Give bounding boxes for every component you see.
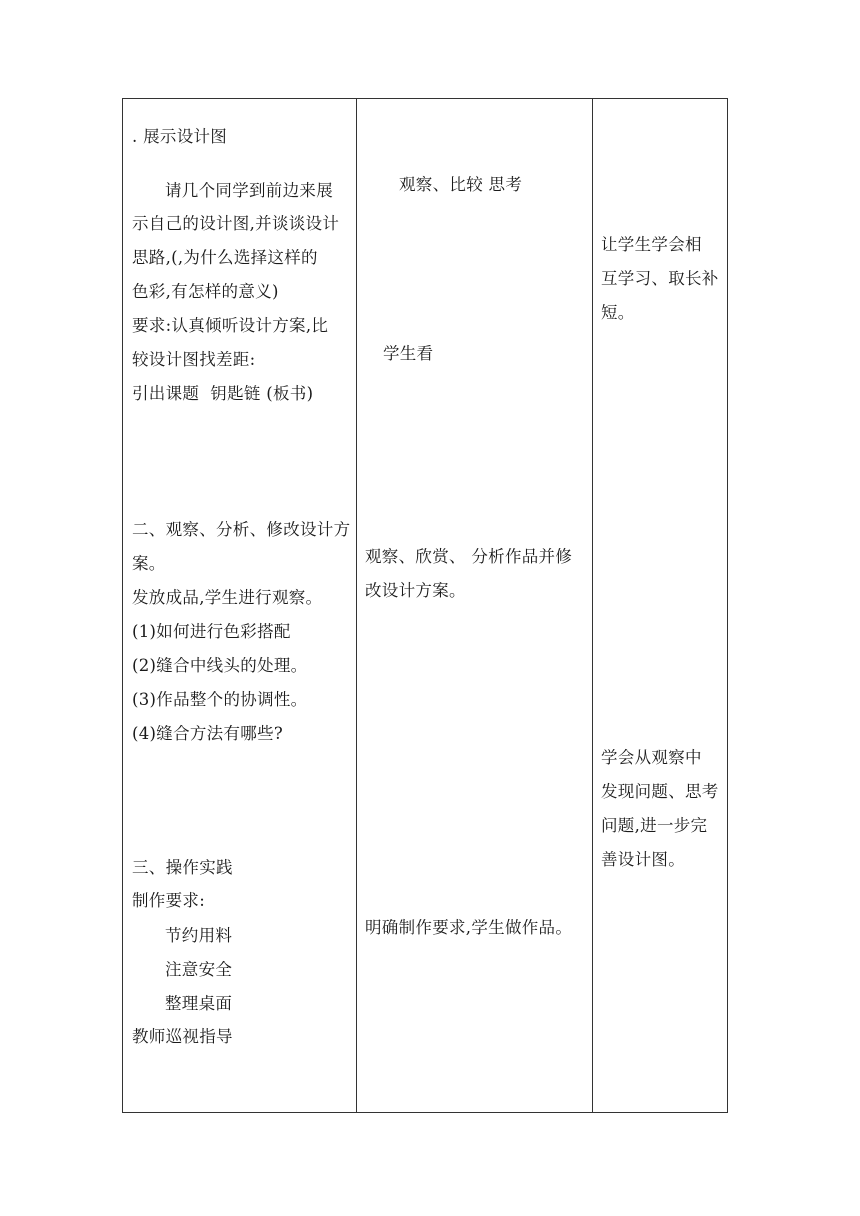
- col2-text: 改设计方案。: [365, 581, 466, 600]
- col1-text: 请几个同学到前边来展: [165, 181, 333, 200]
- list-item: 注意安全: [165, 960, 233, 979]
- col1-text: 引出课题 钥匙链 (板书): [132, 384, 314, 403]
- col1-text: 思路,(,为什么选择这样的: [132, 248, 318, 267]
- col3-text: 学会从观察中: [601, 748, 702, 767]
- col3-text: 问题,进一步完: [601, 816, 708, 835]
- col2-text: 观察、欣赏、 分析作品并修: [365, 547, 573, 566]
- col2-text: 观察、比较 思考: [399, 175, 523, 194]
- col3-text: 善设计图。: [601, 850, 685, 869]
- col1-text: 色彩,有怎样的意义): [132, 282, 279, 301]
- col2-text: 明确制作要求,学生做作品。: [365, 918, 573, 937]
- section-2-heading: 二、观察、分析、修改设计方: [132, 520, 351, 539]
- col1-text: 发放成品,学生进行观察。: [132, 588, 323, 607]
- list-item: (4)缝合方法有哪些?: [132, 724, 284, 743]
- column-divider-2: [592, 99, 593, 1112]
- col1-text: 示自己的设计图,并谈谈设计: [132, 214, 340, 233]
- col3-text: 发现问题、思考: [601, 782, 719, 801]
- list-item: (3)作品整个的协调性。: [132, 690, 308, 709]
- section-3-heading: 三、操作实践: [132, 858, 233, 877]
- list-item: 节约用料: [165, 926, 233, 945]
- col3-text: 互学习、取长补: [601, 269, 719, 288]
- list-item: (1)如何进行色彩搭配: [132, 622, 291, 641]
- col2-text: 学生看: [383, 344, 434, 363]
- col1-text: 要求:认真倾听设计方案,比: [132, 316, 329, 335]
- col1-text: 教师巡视指导: [132, 1027, 233, 1046]
- col1-text: 案。: [132, 554, 166, 573]
- col1-text: 较设计图找差距:: [132, 350, 256, 369]
- col3-text: 让学生学会相: [601, 235, 702, 254]
- col1-text: 制作要求:: [132, 891, 206, 910]
- section-1-heading: . 展示设计图: [132, 127, 228, 146]
- col3-text: 短。: [601, 303, 635, 322]
- column-divider-1: [356, 99, 357, 1112]
- list-item: 整理桌面: [165, 994, 233, 1013]
- list-item: (2)缝合中线头的处理。: [132, 656, 308, 675]
